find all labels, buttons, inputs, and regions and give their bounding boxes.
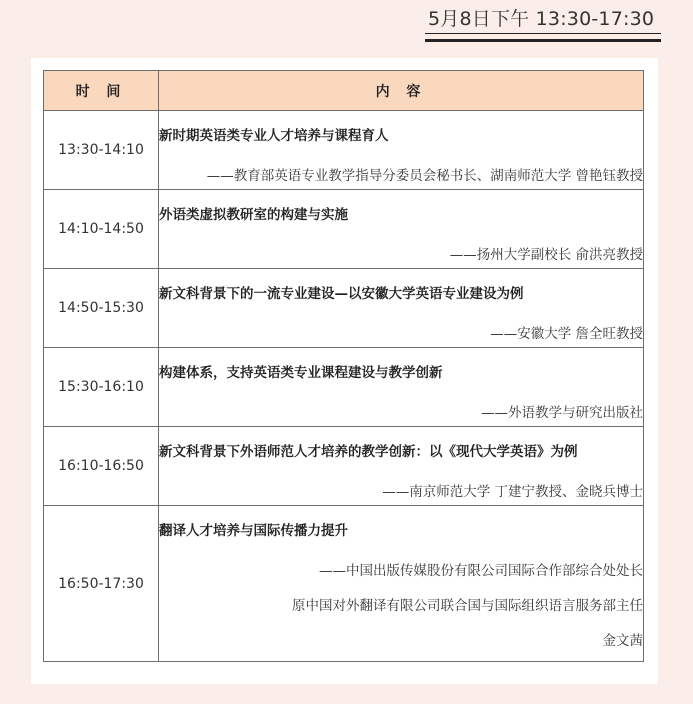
session-speaker: ——南京师范大学 丁建宁教授、金晓兵博士 <box>382 484 643 500</box>
column-header-time: 时 间 <box>44 71 159 111</box>
session-time: 14:50-15:30 <box>44 269 159 348</box>
session-speaker-former-title: 原中国对外翻译有限公司联合国与国际组织语言服务部主任 <box>292 598 643 614</box>
header-date-time: 5月8日下午 13:30-17:30 <box>428 8 655 30</box>
session-speaker-name: 金文茜 <box>602 633 643 649</box>
session-time: 14:10-14:50 <box>44 190 159 269</box>
session-speaker: ——安徽大学 詹全旺教授 <box>490 326 643 342</box>
header-rule-thin <box>425 33 661 34</box>
session-time: 16:10-16:50 <box>44 427 159 506</box>
table-row <box>44 348 644 427</box>
table-header-row <box>44 71 644 111</box>
table-row <box>44 427 644 506</box>
session-content <box>159 348 644 427</box>
session-speaker: ——外语教学与研究出版社 <box>481 405 643 421</box>
session-speaker: ——教育部英语专业教学指导分委员会秘书长、湖南师范大学 曾艳钰教授 <box>206 168 643 184</box>
table-row <box>44 506 644 662</box>
table-row <box>44 269 644 348</box>
session-time: 13:30-14:10 <box>44 111 159 190</box>
session-speaker: ——中国出版传媒股份有限公司国际合作部综合处处长 <box>319 563 643 579</box>
table-row <box>44 190 644 269</box>
session-title: 新时期英语类专业人才培养与课程育人 <box>159 128 389 144</box>
session-title: 翻译人才培养与国际传播力提升 <box>159 523 348 539</box>
session-content <box>159 190 644 269</box>
schedule-table <box>43 70 644 662</box>
schedule-panel <box>31 58 658 684</box>
session-title: 新文科背景下外语师范人才培养的教学创新：以《现代大学英语》为例 <box>159 444 578 460</box>
session-content <box>159 269 644 348</box>
session-content <box>159 111 644 190</box>
session-speaker: ——扬州大学副校长 俞洪亮教授 <box>449 247 643 263</box>
session-time: 16:50-17:30 <box>44 506 159 662</box>
column-header-content: 内 容 <box>159 71 644 111</box>
header-rule-thick <box>425 39 661 42</box>
session-content <box>159 427 644 506</box>
session-title: 新文科背景下的一流专业建设—以安徽大学英语专业建设为例 <box>159 286 524 302</box>
session-title: 构建体系，支持英语类专业课程建设与教学创新 <box>159 365 443 381</box>
session-content <box>159 506 644 662</box>
table-row <box>44 111 644 190</box>
session-title: 外语类虚拟教研室的构建与实施 <box>159 207 348 223</box>
session-time: 15:30-16:10 <box>44 348 159 427</box>
